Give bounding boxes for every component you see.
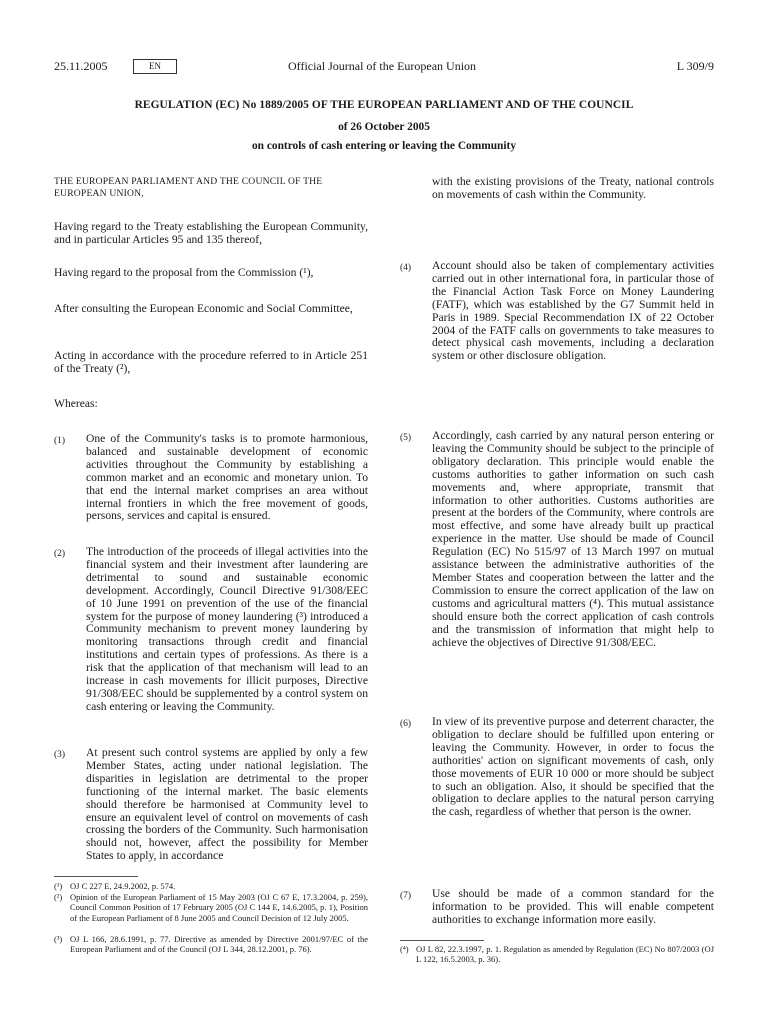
footnote-separator-right <box>400 940 484 941</box>
recital-text: Use should be made of a common standard for the information to be provided. This will enable competent authorities to exchange information more easily. <box>432 887 714 926</box>
recital-number: (1) <box>54 436 66 446</box>
citation-treaty: Having regard to the Treaty establishing the European Community, and in particular Articles 95 and 135 thereof, <box>54 220 368 246</box>
recital-number: (6) <box>400 719 412 729</box>
footnote-text: OJ C 227 E, 24.9.2002, p. 574. <box>70 881 176 891</box>
recital-1 <box>54 433 368 523</box>
page-number: L 309/9 <box>676 59 714 73</box>
language-badge: EN <box>133 59 177 74</box>
recital-3-continuation <box>400 176 714 202</box>
footnote-text: OJ L 82, 22.3.1997, p. 1. Regulation as amended by Regulation (EC) No 807/2003 (OJ L 122, 16.5.2003, p. 36). <box>416 944 714 965</box>
regulation-date: of 26 October 2005 <box>338 121 430 133</box>
recital-6 <box>400 716 714 819</box>
footnote-number: (²) <box>54 892 63 902</box>
recital-text: At present such control systems are applied by only a few Member States, acting under national legislation. The disparities in legislation are detrimental to the proper functioning of the internal market. The basic elements should therefore be harmonised at Community level to ensure an equivalent level of control on movements of cash crossing the borders of the Community. Such harmonisation should not, however, affect the possibility for Member States to apply, in accordance <box>86 746 368 863</box>
citation-proposal: Having regard to the proposal from the Commission (¹), <box>54 266 314 279</box>
footnote-number: (¹) <box>54 881 63 891</box>
recital-2 <box>54 546 368 714</box>
recital-text: Account should also be taken of complementary activities carried out in other international fora, in particular those of the Financial Action Task Force on Money Laundering (FATF), which was established by the G7 Summit held in Paris in 1989. Special Recommendation IX of 22 October 2004 of the FATF calls on governments to take measures to detect physical cash movements, including a declaration system or other disclosure obligation. <box>432 259 714 363</box>
recital-number: (7) <box>400 891 412 901</box>
recital-3 <box>54 747 368 863</box>
footnote-number: (⁴) <box>400 944 409 954</box>
recital-text: One of the Community's tasks is to promote harmonious, balanced and sustainable development of economic activities throughout the Community by establishing a common market and an economic and monetary union. To that end the internal market comprises an area without internal frontiers in which the free movement of goods, persons, services and capital is ensured. <box>86 432 368 523</box>
whereas-heading: Whereas: <box>54 397 98 410</box>
recital-number: (4) <box>400 263 412 273</box>
footnote-separator-left <box>54 876 138 877</box>
recital-number: (2) <box>54 549 66 559</box>
recital-4 <box>400 260 714 363</box>
recital-text: In view of its preventive purpose and deterrent character, the obligation to declare should be fulfilled upon entering or leaving the Community. However, in order to focus the authorities' action on significant movements of cash, only those movements of EUR 10 000 or more should be subject to such an obligation. Also, it should be specified that the obligation to declare applies to the natural person carrying the cash, regardless of whether that person is the owner. <box>432 715 714 819</box>
recital-text: Accordingly, cash carried by any natural person entering or leaving the Community should be subject to the principle of obligatory declaration. This principle would enable the customs authorities to gather information on such cash movements and, where appropriate, transmit that information to other authorities. Customs authorities are present at the borders of the Community, where controls are most effective, and some have already built up practical experience in the matter. Use should be made of Council Regulation (EC) No 515/97 of 13 March 1997 on mutual assistance between the administrative authorities of the Member States and cooperation between the latter and the Commission to ensure the correct application of the law on customs and agricultural matters (⁴). This mutual assistance should ensure both the correct application of cash controls and the transmission of information that might help to achieve the objectives of Directive 91/308/EEC. <box>432 429 714 649</box>
citation-committee: After consulting the European Economic and Social Committee, <box>54 302 353 315</box>
recital-number: (3) <box>54 750 66 760</box>
footnote-3 <box>54 934 368 955</box>
preamble-authors: THE EUROPEAN PARLIAMENT AND THE COUNCIL OF THE EUROPEAN UNION, <box>54 176 323 199</box>
journal-title: Official Journal of the European Union <box>288 59 477 73</box>
footnote-2 <box>54 892 368 923</box>
regulation-subject: on controls of cash entering or leaving the Community <box>251 140 517 152</box>
header-date: 25.11.2005 <box>54 59 108 73</box>
citation-procedure: Acting in accordance with the procedure referred to in Article 251 of the Treaty (²), <box>54 349 368 375</box>
footnote-text: Opinion of the European Parliament of 15 May 2003 (OJ C 67 E, 17.3.2004, p. 259), Council Common Position of 17 February 2005 (OJ C 144 E, 14.6.2005, p. 1), Position of the European Parliament of 8 June 2005 and Council Decision of 12 July 2005. <box>70 892 368 923</box>
regulation-title: REGULATION (EC) No 1889/2005 OF THE EUROPEAN PARLIAMENT AND OF THE COUNCIL <box>134 99 634 111</box>
footnote-4 <box>400 944 714 965</box>
footnote-text: OJ L 166, 28.6.1991, p. 77. Directive as amended by Directive 2001/97/EC of the European Parliament and of the Council (OJ L 344, 28.12.2001, p. 76). <box>70 934 368 955</box>
footnote-1 <box>54 881 368 891</box>
recital-text: with the existing provisions of the Treaty, national controls on movements of cash within the Community. <box>432 175 714 201</box>
recital-5 <box>400 430 714 649</box>
recital-text: The introduction of the proceeds of illegal activities into the financial system and their investment after laundering are detrimental to sound and sustainable economic development. Accordingly, Council Directive 91/308/EEC of 10 June 1991 on prevention of the use of the financial system for the purpose of money laundering (³) introduced a Community mechanism to prevent money laundering by monitoring transactions through credit and financial institutions and certain types of professions. As there is a risk that the application of that mechanism will lead to an increase in cash movements for illicit purposes, Directive 91/308/EEC should be supplemented by a control system on cash entering or leaving the Community. <box>86 545 368 713</box>
recital-number: (5) <box>400 433 412 443</box>
recital-7 <box>400 888 714 927</box>
footnote-number: (³) <box>54 934 63 944</box>
